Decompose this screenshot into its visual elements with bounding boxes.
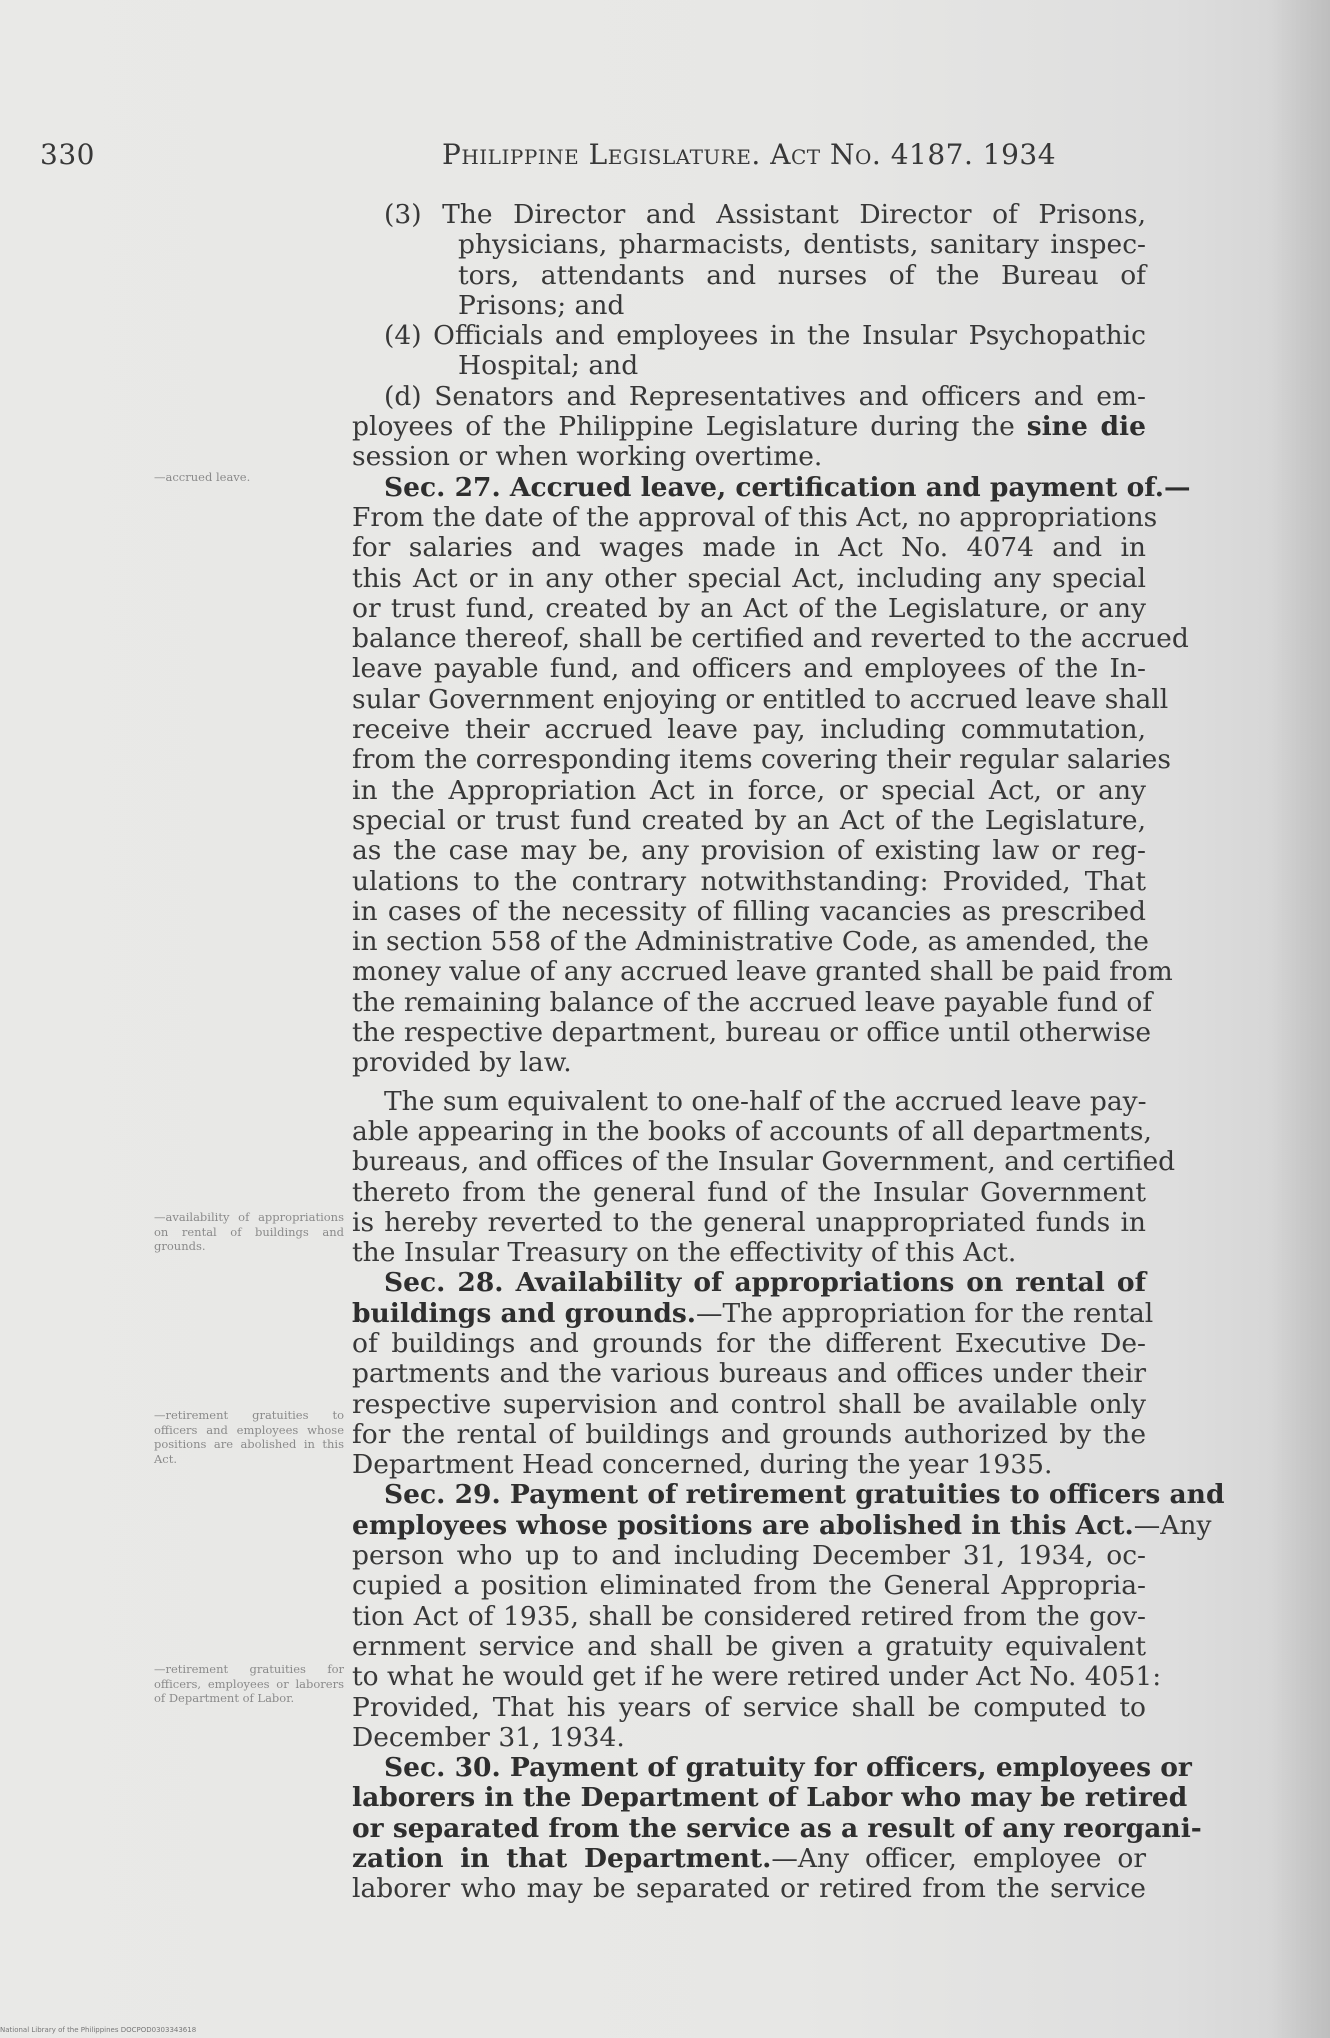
list-item-d-line-3: session or when working overtime. [352,441,823,473]
sec27-line: the remaining balance of the accrued leave payable fund of [352,986,1153,1018]
sec29-line: ernment service and shall be given a gratuity equivalent [352,1630,1146,1662]
sec27-para2-line: thereto from the general fund of the Insular Government [352,1176,1146,1208]
sec29-line: December 31, 1934. [352,1721,625,1753]
sec27-line: money value of any accrued leave granted shall be paid from [352,956,1173,988]
sec27-line: From the date of the approval of this Act, no appropriations [352,501,1158,533]
sec29-heading-line-1: Sec. 29. Payment of retirement gratuities to officers and [384,1479,1225,1511]
sec28-heading-line-2: buildings and grounds.—The appropriation for the rental [352,1297,1154,1329]
sec27-line: balance thereof, shall be certified and reverted to the accrued [352,623,1189,655]
sec28-line: Department Head concerned, during the year 1935. [352,1449,1053,1481]
sec29-heading-line-2: employees whose positions are abolished in this Act.—Any [352,1509,1212,1541]
sec27-line: from the corresponding items covering their regular salaries [352,744,1171,776]
sec27-line: this Act or in any other special Act, including any special [352,562,1146,594]
sec27-para2-line: The sum equivalent to one-half of the accrued leave pay- [384,1085,1147,1117]
sec27-line: in cases of the necessity of filling vacancies as prescribed [352,895,1146,927]
list-item-3-line-2: physicians, pharmacists, dentists, sanitary inspec- [458,229,1146,261]
sec29-line: person who up to and including December 31, 1934, oc- [352,1540,1146,1572]
list-item-d-line-2: ployees of the Philippine Legislature during the sine die [352,411,1146,443]
sec29-line: to what he would get if he were retired under Act No. 4051: [352,1661,1162,1693]
sec30-line: laborer who may be separated or retired from the service [352,1873,1146,1905]
sec28-line: for the rental of buildings and grounds authorized by the [352,1418,1146,1450]
sec27-line: sular Government enjoying or entitled to accrued leave shall [352,683,1169,715]
scan-footer: National Library of the Philippines DOCPOD0303343618 [0,2026,197,2034]
list-item-d-line-1: (d) Senators and Representatives and officers and em- [384,380,1146,412]
sec27-line: as the case may be, any provision of existing law or reg- [352,835,1146,867]
sec27-line: in the Appropriation Act in force, or special Act, or any [352,774,1146,806]
sec27-line: the respective department, bureau or office until otherwise [352,1017,1152,1049]
list-item-3-line-3: tors, attendants and nurses of the Bureau of [458,259,1146,291]
margin-note-accrued-leave: —accrued leave. [154,470,251,484]
sec27-para2-line: is hereby reverted to the general unappropriated funds in [352,1206,1146,1238]
sec27-para2-line: the Insular Treasury on the effectivity of this Act. [352,1237,1017,1269]
sec30-heading-line-1: Sec. 30. Payment of gratuity for officers, employees or [384,1752,1192,1784]
sec27-line: ulations to the contrary notwithstanding: Provided, That [352,865,1146,897]
sec27-line: in section 558 of the Administrative Code, as amended, the [352,926,1149,958]
sec29-line: tion Act of 1935, shall be considered retired from the gov- [352,1600,1146,1632]
sec29-line: Provided, That his years of service shall be computed to [352,1691,1146,1723]
sec27-line: or trust fund, created by an Act of the Legislature, or any [352,592,1146,624]
sec27-heading: Sec. 27. Accrued leave, certification and payment of.— [384,471,1191,503]
sec30-heading-line-4: zation in that Department.—Any officer, employee or [352,1843,1146,1875]
sec27-line: leave payable fund, and officers and employees of the In- [352,653,1146,685]
body-text [352,199,1225,1905]
list-item-4-line-2: Hospital; and [458,350,639,382]
sec27-line: for salaries and wages made in Act No. 4074 and in [352,532,1146,564]
list-item-4-line-1: (4) Officials and employees in the Insular Psychopathic [384,320,1146,352]
sec27-para2-line: bureaus, and offices of the Insular Government, and certified [352,1146,1176,1178]
sec28-line: of buildings and grounds for the different Executive De- [352,1327,1146,1359]
sec27-para2-line: able appearing in the books of accounts of all departments, [352,1115,1152,1147]
margin-note-availability: —availability of appropriations on rental of buildings and grounds. [154,1210,344,1253]
sec27-line: provided by law. [352,1047,572,1079]
page-header [40,138,1095,178]
sec28-line: respective supervision and control shall be available only [352,1388,1146,1420]
list-item-3-line-4: Prisons; and [458,289,625,321]
sec30-heading-line-2: laborers in the Department of Labor who may be retired [352,1782,1188,1814]
sec27-line: receive their accrued leave pay, including commutation, [352,714,1146,746]
sec29-line: cupied a position eliminated from the General Appropria- [352,1570,1146,1602]
page-number: 330 [40,138,95,171]
sec27-line: special or trust fund created by an Act of the Legislature, [352,804,1146,836]
sec28-heading-line-1: Sec. 28. Availability of appropriations on rental of [384,1267,1146,1299]
sec30-heading-line-3: or separated from the service as a result of any reorgani- [352,1812,1202,1844]
margin-note-retirement-abolished: —retirement gratuities to officers and employees whose positions are abolished in this Act. [154,1408,344,1466]
sec28-line: partments and the various bureaus and offices under their [352,1358,1146,1390]
running-head: Philippine Legislature. Act No. 4187. 1934 [442,138,1057,171]
list-item-3-line-1: (3) The Director and Assistant Director of Prisons, [384,199,1146,230]
margin-note-retirement-labor: —retirement gratuities for officers, employees or laborers of Department of Labor. [154,1662,344,1705]
page-edge-shadow [1270,0,1330,2038]
